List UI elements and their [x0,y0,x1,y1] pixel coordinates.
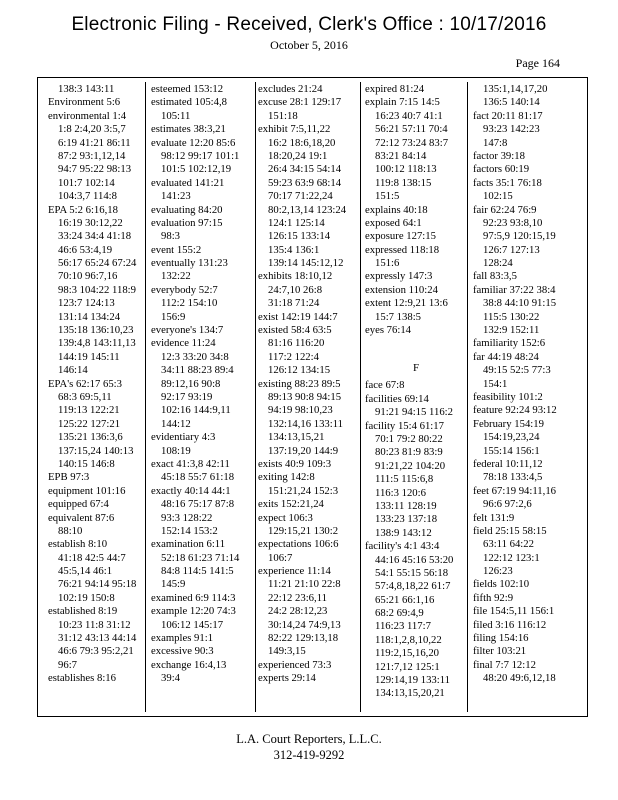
index-entry: 145:9 [161,578,186,591]
index-entry: 135:18 136:10,23 [58,324,134,337]
index-entry: 138:3 143:11 [58,83,115,95]
index-entry: 98:3 [161,230,181,243]
index-entry: exists 40:9 109:3 [258,457,332,470]
index-entry: fifth 92:9 [473,591,514,604]
index-entry: equivalent 87:6 [48,511,115,524]
index-entry: 68:3 69:5,11 [58,390,112,403]
index-entry: 129:14,19 133:11 [375,674,451,687]
index-entry: 10:23 11:8 31:12 [58,618,131,631]
index-entry: 137:19,20 144:9 [268,444,339,457]
index-entry: 151:5 [375,190,400,203]
index-entry: experienced 73:3 [258,658,332,671]
index-entry: 49:15 52:5 77:3 [483,364,551,377]
index-entry: 105:11 [161,109,191,122]
index-entry: 106:12 145:17 [161,618,224,631]
index-entry: existed 58:4 63:5 [258,324,332,337]
index-entry: 82:22 129:13,18 [268,632,339,645]
index-entry: 65:21 66:1,16 [375,593,435,606]
index-entry: 125:22 127:21 [58,417,121,430]
index-column-1 [48,83,150,711]
index-entry: 134:13,15,20,21 [375,687,445,700]
index-entry: 94:19 98:10,23 [268,404,333,417]
index-entry: EPA's 62:17 65:3 [48,377,122,390]
index-entry: February 154:19 [473,417,544,430]
index-entry: 44:16 45:16 53:20 [375,553,454,566]
index-entry: 16:23 40:7 41:1 [375,109,443,122]
index-entry: exchange 16:4,13 [151,658,227,671]
index-entry: 119:13 122:21 [58,404,120,417]
index-entry: 117:2 122:4 [268,350,319,363]
index-entry: 132:9 152:11 [483,324,540,337]
index-entry: 140:15 146:8 [58,457,115,470]
index-entry: 98:3 104:22 118:9 [58,283,136,296]
index-entry: 72:12 73:24 83:7 [375,136,449,149]
index-entry: 96:6 97:2,6 [483,498,532,511]
index-entry: event 155:2 [151,243,202,256]
index-entry: example 12:20 74:3 [151,605,236,618]
index-entry: 94:7 95:22 98:13 [58,163,132,176]
index-entry: 39:4 [161,672,181,685]
index-entry: experience 11:14 [258,565,331,578]
index-entry: 91:21 94:15 116:2 [375,406,453,419]
index-entry: EPA 5:2 6:16,18 [48,203,118,216]
index-column-2 [151,83,253,711]
index-entry: 121:7,12 125:1 [375,660,440,673]
index-entry: felt 131:9 [473,511,515,524]
index-entry: 154:19,23,24 [483,431,540,444]
index-entry: 151:21,24 152:3 [268,484,339,497]
index-entry: 152:14 153:2 [161,524,218,537]
index-entry: evaluating 84:20 [151,203,223,216]
index-entry: evaluated 141:21 [151,176,225,189]
index-entry: 151:18 [268,109,298,122]
index-entry: 18:20,24 19:1 [268,149,328,162]
index-entry: 16:19 30:12,22 [58,216,123,229]
index-entry: EPB 97:3 [48,471,90,484]
index-entry: explain 7:15 14:5 [365,96,440,109]
index-entry: 89:13 90:8 94:15 [268,390,342,403]
index-entry: 102:15 [483,190,513,203]
index-entry: 151:6 [375,257,400,270]
index-entry: 146:14 [58,364,88,377]
index-entry: far 44:19 48:24 [473,350,539,363]
index-entry: 137:15,24 140:13 [58,444,134,457]
page-number: Page 164 [515,56,560,70]
index-entry: 57:4,8,18,22 61:7 [375,580,451,593]
index-entry: 102:19 150:8 [58,591,115,604]
index-entry: exist 142:19 144:7 [258,310,338,323]
word-index-box [37,77,588,717]
index-entry: 31:18 71:24 [268,297,320,310]
index-entry: excessive 90:3 [151,645,214,658]
column-divider [360,82,361,712]
index-entry: fact 20:11 81:17 [473,109,543,122]
index-entry: 111:5 115:6,8 [375,473,434,486]
index-entry: factor 39:18 [473,149,525,162]
index-entry: 98:12 99:17 101:1 [161,149,240,162]
index-entry: explains 40:18 [365,203,428,216]
index-entry: 15:7 138:5 [375,310,422,323]
index-entry: 24:7,10 26:8 [268,283,323,296]
index-entry: 126:15 133:14 [268,230,331,243]
index-entry: 123:7 124:13 [58,297,115,310]
index-entry: exits 152:21,24 [258,498,324,511]
index-entry: examined 6:9 114:3 [151,591,236,604]
index-entry: 54:1 55:15 56:18 [375,566,449,579]
index-entry: 41:18 42:5 44:7 [58,551,126,564]
index-entry: facility's 4:1 43:4 [365,540,440,553]
index-entry: factors 60:19 [473,163,530,176]
index-entry: fall 83:3,5 [473,270,517,283]
index-entry: 56:17 65:24 67:24 [58,257,137,270]
index-entry: 102:16 144:9,11 [161,404,231,417]
reporter-company: L.A. Court Reporters, L.L.C. [236,732,382,746]
index-entry: 24:2 28:12,23 [268,605,328,618]
index-entry: 133:23 137:18 [375,513,438,526]
index-entry: 154:1 [483,377,508,390]
index-entry: 112:2 154:10 [161,297,218,310]
index-entry: experts 29:14 [258,672,316,685]
index-entry: evidence 11:24 [151,337,216,350]
column-divider [145,82,146,712]
index-entry: 129:15,21 130:2 [268,524,339,537]
index-entry: 149:3,15 [268,645,306,658]
index-entry: 1:8 2:4,20 3:5,7 [58,123,126,136]
reporter-phone: 312-419-9292 [273,748,345,762]
index-entry: feature 92:24 93:12 [473,404,557,417]
index-entry: 33:24 34:4 41:18 [58,230,132,243]
index-entry: 31:12 43:13 44:14 [58,632,137,645]
column-divider [255,82,256,712]
index-entry: 92:23 93:8,10 [483,216,543,229]
index-entry: filter 103:21 [473,645,527,658]
index-entry: established 8:19 [48,605,118,618]
index-entry: evaluate 12:20 85:6 [151,136,236,149]
index-entry: eyes 76:14 [365,324,412,337]
index-entry: expectations 106:6 [258,538,339,551]
index-entry: everybody 52:7 [151,283,218,296]
index-entry: 78:18 133:4,5 [483,471,543,484]
index-entry: 115:5 130:22 [483,310,540,323]
index-entry: 93:3 128:22 [161,511,213,524]
index-entry: 91:21,22 104:20 [375,459,446,472]
index-entry: federal 10:11,12 [473,457,543,470]
index-entry: filing 154:16 [473,632,529,645]
index-entry: familiar 37:22 38:4 [473,283,556,296]
index-entry: 93:23 142:23 [483,123,540,136]
index-entry: 116:23 117:7 [375,620,431,633]
index-entry: 88:10 [58,524,83,537]
index-entry: final 7:7 12:12 [473,658,536,671]
index-entry: 6:19 41:21 86:11 [58,136,131,149]
index-entry: 132:14,16 133:11 [268,417,344,430]
index-entry: facts 35:1 76:18 [473,176,542,189]
index-entry: 124:1 125:14 [268,216,325,229]
index-entry: 38:8 44:10 91:15 [483,297,557,310]
index-entry: facility 15:4 61:17 [365,419,444,432]
index-entry: evidentiary 4:3 [151,431,216,444]
index-entry: 56:21 57:11 70:4 [375,123,448,136]
index-entry: 126:12 134:15 [268,364,331,377]
index-column-3 [258,83,360,711]
index-entry: 126:23 [483,565,513,578]
index-entry: 118:1,2,8,10,22 [375,633,442,646]
index-column-5 [473,83,575,711]
index-entry: extension 110:24 [365,283,438,296]
index-entry: establishes 8:16 [48,672,116,685]
index-entry: 34:11 88:23 89:4 [161,364,234,377]
index-entry: 139:14 145:12,12 [268,257,344,270]
index-entry: 48:20 49:6,12,18 [483,672,556,685]
index-entry: expired 81:24 [365,83,425,95]
index-entry: 52:18 61:23 71:14 [161,551,240,564]
index-entry: exact 41:3,8 42:11 [151,457,230,470]
index-entry: 46:6 53:4,19 [58,243,113,256]
index-entry: familiarity 152:6 [473,337,546,350]
index-entry: 80:2,13,14 123:24 [268,203,347,216]
index-entry: 70:17 71:22,24 [268,190,333,203]
index-entry: 84:8 114:5 141:5 [161,565,234,578]
index-entry: 59:23 63:9 68:14 [268,176,342,189]
index-entry: 119:2,15,16,20 [375,647,440,660]
index-entry: 16:2 18:6,18,20 [268,136,336,149]
index-entry: equipped 67:4 [48,498,109,511]
index-entry: 45:18 55:7 61:18 [161,471,235,484]
index-entry: 96:7 [58,658,78,671]
index-entry: 22:12 23:6,11 [268,591,327,604]
index-entry: excuse 28:1 129:17 [258,96,342,109]
index-entry: 133:11 128:19 [375,499,437,512]
index-entry: examination 6:11 [151,538,226,551]
index-entry: 70:10 96:7,16 [58,270,118,283]
index-entry: 156:9 [161,310,186,323]
index-entry: 116:3 120:6 [375,486,426,499]
index-entry: fair 62:24 76:9 [473,203,537,216]
index-entry: 26:4 34:15 54:14 [268,163,342,176]
index-entry: 30:14,24 74:9,13 [268,618,341,631]
index-entry: esteemed 153:12 [151,83,224,95]
index-entry: examples 91:1 [151,632,214,645]
index-entry: 135:21 136:3,6 [58,431,123,444]
index-entry: 11:21 21:10 22:8 [268,578,341,591]
index-entry: 134:13,15,21 [268,431,325,444]
index-entry: expressly 147:3 [365,270,433,283]
index-entry: 141:23 [161,190,191,203]
index-entry: exhibit 7:5,11,22 [258,123,331,136]
index-entry: 126:7 127:13 [483,243,540,256]
index-entry: 80:23 81:9 83:9 [375,446,443,459]
index-entry: feet 67:19 94:11,16 [473,484,557,497]
index-entry: 132:22 [161,270,191,283]
index-entry: 108:19 [161,444,191,457]
index-entry: exposed 64:1 [365,216,422,229]
index-entry: 155:14 156:1 [483,444,540,457]
index-entry: 45:5,14 46:1 [58,565,113,578]
index-entry: 138:9 143:12 [375,526,432,539]
index-entry: 106:7 [268,551,293,564]
index-entry: eventually 131:23 [151,257,228,270]
index-entry: expressed 118:18 [365,243,440,256]
index-entry: 101:7 102:14 [58,176,115,189]
index-entry: filed 3:16 116:12 [473,618,547,631]
index-entry: feasibility 101:2 [473,390,543,403]
section-letter-heading [365,337,467,358]
index-entry: field 25:15 58:15 [473,524,547,537]
index-entry: evaluation 97:15 [151,216,223,229]
index-entry: expect 106:3 [258,511,313,524]
index-entry: 104:3,7 114:8 [58,190,117,203]
index-entry: 147:8 [483,136,508,149]
index-entry: face 67:8 [365,379,405,392]
index-entry: 46:6 79:3 95:2,21 [58,645,134,658]
index-entry: extent 12:9,21 13:6 [365,297,448,310]
index-entry: 101:5 102:12,19 [161,163,232,176]
index-entry: 83:21 84:14 [375,149,427,162]
index-entry: establish 8:10 [48,538,108,551]
index-entry: 135:4 136:1 [268,243,320,256]
index-entry: facilities 69:14 [365,392,429,405]
index-entry: 136:5 140:14 [483,96,540,109]
index-entry: 122:12 123:1 [483,551,540,564]
index-entry: 81:16 116:20 [268,337,325,350]
index-column-4 [365,83,467,711]
index-entry: 92:17 93:19 [161,390,213,403]
index-entry: 89:12,16 90:8 [161,377,221,390]
index-entry: 87:2 93:1,12,14 [58,149,126,162]
index-entry: 131:14 134:24 [58,310,121,323]
index-entry: estimates 38:3,21 [151,123,226,136]
index-entry: 144:12 [161,417,191,430]
index-entry: everyone's 134:7 [151,324,224,337]
index-entry: Environment 5:6 [48,96,121,109]
index-entry: existing 88:23 89:5 [258,377,341,390]
index-entry: 63:11 64:22 [483,538,534,551]
index-entry: excludes 21:24 [258,83,323,95]
index-entry: 144:19 145:11 [58,350,120,363]
index-entry: 68:2 69:4,9 [375,607,424,620]
column-divider [467,82,468,712]
index-entry: 48:16 75:17 87:8 [161,498,235,511]
section-letter-heading: F [412,362,420,375]
document-date: October 5, 2016 [270,38,348,52]
index-entry: exactly 40:14 44:1 [151,484,231,497]
index-entry: 97:5,9 120:15,19 [483,230,556,243]
index-entry: environmental 1:4 [48,109,127,122]
index-entry: 12:3 33:20 34:8 [161,350,229,363]
index-entry: estimated 105:4,8 [151,96,227,109]
index-entry: exiting 142:8 [258,471,315,484]
index-entry: file 154:5,11 156:1 [473,605,555,618]
index-entry: 139:4,8 143:11,13 [58,337,136,350]
index-entry: fields 102:10 [473,578,530,591]
index-entry: exhibits 18:10,12 [258,270,333,283]
index-entry: 76:21 94:14 95:18 [58,578,137,591]
index-entry: equipment 101:16 [48,484,126,497]
filing-stamp: Electronic Filing - Received, Clerk's Office : 10/17/2016 [71,14,547,35]
index-entry: exposure 127:15 [365,230,436,243]
index-entry: 128:24 [483,257,513,270]
index-entry: 100:12 118:13 [375,163,437,176]
index-entry: 135:1,14,17,20 [483,83,548,95]
index-entry: 119:8 138:15 [375,176,432,189]
index-entry: 70:1 79:2 80:22 [375,432,443,445]
